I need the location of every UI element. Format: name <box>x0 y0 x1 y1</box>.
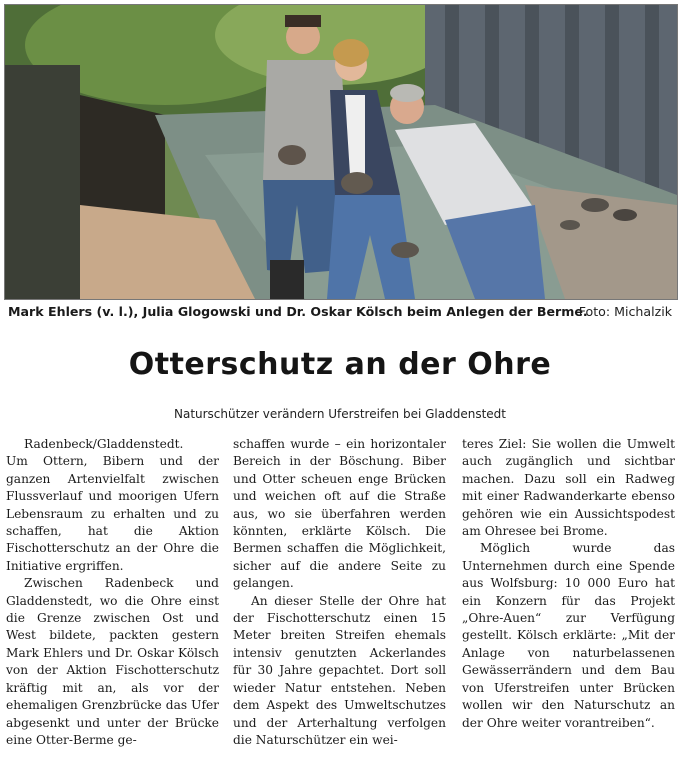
photo-caption <box>6 301 674 323</box>
headline: Otterschutz an der Ohre <box>128 347 552 382</box>
article-photo <box>4 4 678 300</box>
column-1 <box>6 436 219 749</box>
subheadline: Naturschützer verändern Uferstreifen bei Gladdenstedt <box>173 407 506 421</box>
article-body <box>4 436 676 766</box>
dateline: Radenbeck/Gladdenstedt. <box>24 437 184 451</box>
paragraph: An dieser Stelle der Ohre hat der Fischotterschutz einen 15 Meter breiten Streifen ehemals intensiv genutzten Ackerlandes für 30 Jahre gepachtet. Dort soll wieder Natur entstehen. Neben dem Aspekt des Umweltschutzes und der Arterhaltung verfolgen die Naturschützer ein wei- <box>233 593 446 747</box>
paragraph: Möglich wurde das Unternehmen durch eine Spende aus Wolfsburg: 10 000 Euro hat ein Konzern für das Projekt „Ohre-Auen“ zur Verfügung gestellt. Kölsch erklärte: „Mit der Anlage von naturbelassenen Gewässerrändern und dem Bau von Uferstreifen unter Brücken wollen wir den Naturschutz an der Ohre weiter vorantreiben“. <box>462 541 675 730</box>
caption-text: Mark Ehlers (v. l.), Julia Glogowski und Dr. Oskar Kölsch beim Anlegen der Berme. <box>8 304 588 319</box>
paragraph: Zwischen Radenbeck und Gladdenstedt, wo die Ohre einst die Grenze zwischen Ost und West bildete, packten gestern Mark Ehlers und Dr. Oskar Kölsch von der Aktion Fischotterschutz kräftig mit an, als vor der ehemaligen Grenzbrücke das Ufer abgesenkt und unter der Brücke eine Otter-Berme ge- <box>6 576 219 747</box>
photo-credit: Foto: Michalzik <box>578 304 672 319</box>
paragraph: Um Ottern, Bibern und der ganzen Artenvielfalt zwischen Flussverlauf und moorigen Ufern Lebensraum zu erhalten und zu schaffen, hat die Aktion Fischotterschutz an der Ohre die Initiative ergriffen. <box>6 454 219 573</box>
paragraph: teres Ziel: Sie wollen die Umwelt auch zugänglich und sichtbar machen. Dazu soll ein Radweg mit einer Radwanderkarte ebenso gehören wie ein Aussichtspodest am Ohresee bei Brome. <box>462 437 675 539</box>
paragraph: schaffen wurde – ein horizontaler Bereich in der Böschung. Biber und Otter scheuen enge Brücken und weichen oft auf die Straße aus, wo sie überfahren werden könnten, erklärte Kölsch. Die Bermen schaffen die Möglichkeit, sicher auf die andere Seite zu gelangen. <box>233 437 446 591</box>
column-3 <box>462 436 675 732</box>
column-2 <box>233 436 446 749</box>
